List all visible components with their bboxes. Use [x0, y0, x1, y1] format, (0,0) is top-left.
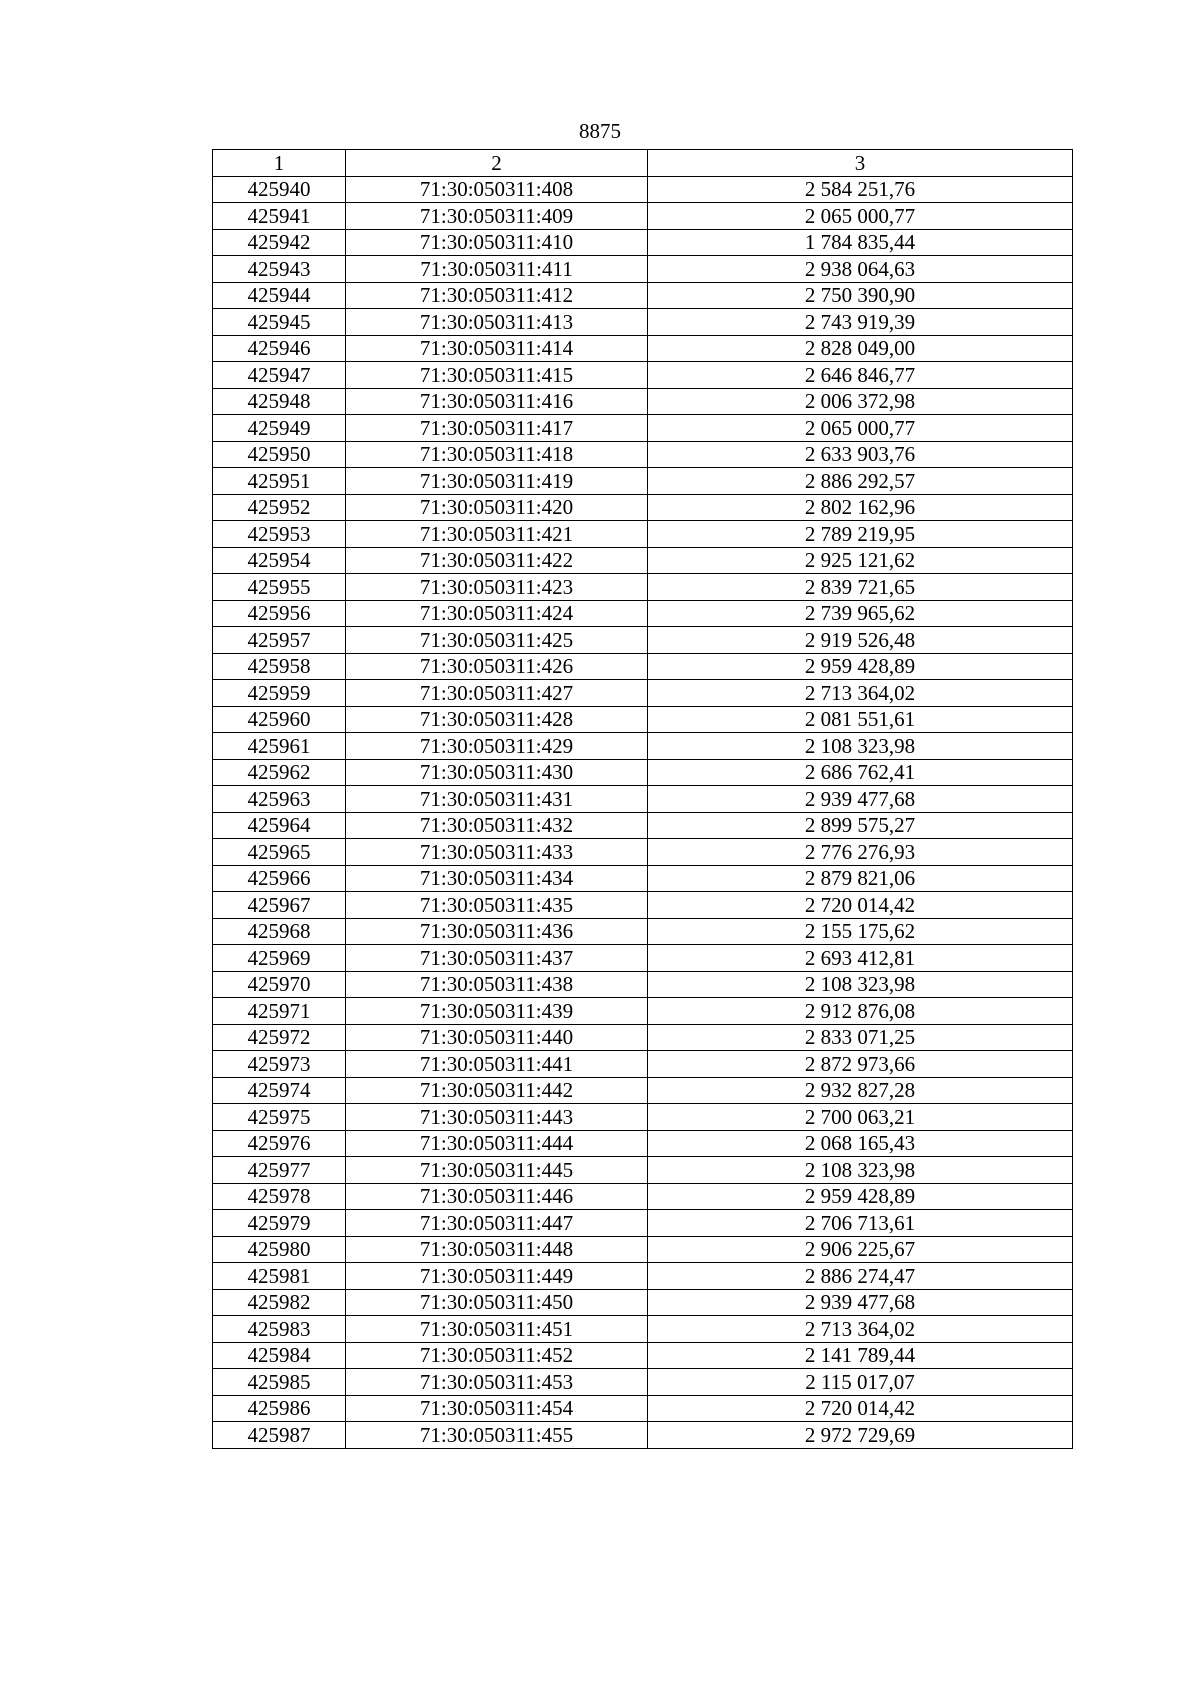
row-number-cell: 425952: [213, 494, 346, 521]
value-cell: 1 784 835,44: [648, 229, 1073, 256]
cadastral-number-cell: 71:30:050311:446: [346, 1183, 648, 1210]
table-row: [213, 1236, 1073, 1263]
row-number-cell: 425983: [213, 1316, 346, 1343]
cadastral-number-cell: 71:30:050311:427: [346, 680, 648, 707]
value-cell: 2 776 276,93: [648, 839, 1073, 866]
table-row: [213, 1289, 1073, 1316]
value-cell: 2 115 017,07: [648, 1369, 1073, 1396]
table-row: [213, 865, 1073, 892]
value-cell: 2 739 965,62: [648, 600, 1073, 627]
row-number-cell: 425961: [213, 733, 346, 760]
table-row: [213, 680, 1073, 707]
row-number-cell: 425953: [213, 521, 346, 548]
row-number-cell: 425967: [213, 892, 346, 919]
value-cell: 2 833 071,25: [648, 1024, 1073, 1051]
table-row: [213, 839, 1073, 866]
value-cell: 2 959 428,89: [648, 653, 1073, 680]
table-row: [213, 1183, 1073, 1210]
value-cell: 2 925 121,62: [648, 547, 1073, 574]
table-row: [213, 388, 1073, 415]
table-row: [213, 1342, 1073, 1369]
table-row: [213, 335, 1073, 362]
value-cell: 2 750 390,90: [648, 282, 1073, 309]
row-number-cell: 425978: [213, 1183, 346, 1210]
value-cell: 2 584 251,76: [648, 176, 1073, 203]
row-number-cell: 425979: [213, 1210, 346, 1237]
data-table: [212, 149, 1073, 1449]
table-row: [213, 786, 1073, 813]
table-row: [213, 521, 1073, 548]
value-cell: 2 141 789,44: [648, 1342, 1073, 1369]
table-row: [213, 362, 1073, 389]
row-number-cell: 425949: [213, 415, 346, 442]
value-cell: 2 720 014,42: [648, 892, 1073, 919]
value-cell: 2 802 162,96: [648, 494, 1073, 521]
column-header-3: 3: [648, 150, 1073, 177]
table-row: [213, 547, 1073, 574]
row-number-cell: 425971: [213, 998, 346, 1025]
value-cell: 2 938 064,63: [648, 256, 1073, 283]
cadastral-number-cell: 71:30:050311:443: [346, 1104, 648, 1131]
column-header-1: 1: [213, 150, 346, 177]
cadastral-number-cell: 71:30:050311:422: [346, 547, 648, 574]
table-row: [213, 441, 1073, 468]
row-number-cell: 425941: [213, 203, 346, 230]
cadastral-number-cell: 71:30:050311:408: [346, 176, 648, 203]
row-number-cell: 425951: [213, 468, 346, 495]
value-cell: 2 713 364,02: [648, 680, 1073, 707]
row-number-cell: 425976: [213, 1130, 346, 1157]
row-number-cell: 425960: [213, 706, 346, 733]
cadastral-number-cell: 71:30:050311:429: [346, 733, 648, 760]
cadastral-number-cell: 71:30:050311:424: [346, 600, 648, 627]
row-number-cell: 425970: [213, 971, 346, 998]
value-cell: 2 068 165,43: [648, 1130, 1073, 1157]
row-number-cell: 425948: [213, 388, 346, 415]
value-cell: 2 108 323,98: [648, 733, 1073, 760]
cadastral-number-cell: 71:30:050311:430: [346, 759, 648, 786]
value-cell: 2 912 876,08: [648, 998, 1073, 1025]
cadastral-number-cell: 71:30:050311:432: [346, 812, 648, 839]
table-row: [213, 176, 1073, 203]
cadastral-number-cell: 71:30:050311:431: [346, 786, 648, 813]
table-row: [213, 1104, 1073, 1131]
value-cell: 2 108 323,98: [648, 971, 1073, 998]
table-row: [213, 494, 1073, 521]
row-number-cell: 425980: [213, 1236, 346, 1263]
table-row: [213, 918, 1073, 945]
value-cell: 2 886 292,57: [648, 468, 1073, 495]
row-number-cell: 425984: [213, 1342, 346, 1369]
table-row: [213, 1157, 1073, 1184]
cadastral-number-cell: 71:30:050311:435: [346, 892, 648, 919]
table-row: [213, 1263, 1073, 1290]
cadastral-number-cell: 71:30:050311:415: [346, 362, 648, 389]
row-number-cell: 425968: [213, 918, 346, 945]
row-number-cell: 425962: [213, 759, 346, 786]
value-cell: 2 939 477,68: [648, 1289, 1073, 1316]
cadastral-number-cell: 71:30:050311:451: [346, 1316, 648, 1343]
table-row: [213, 468, 1073, 495]
value-cell: 2 006 372,98: [648, 388, 1073, 415]
row-number-cell: 425940: [213, 176, 346, 203]
cadastral-number-cell: 71:30:050311:417: [346, 415, 648, 442]
row-number-cell: 425987: [213, 1422, 346, 1449]
table-row: [213, 282, 1073, 309]
table-row: [213, 812, 1073, 839]
value-cell: 2 081 551,61: [648, 706, 1073, 733]
table-row: [213, 971, 1073, 998]
row-number-cell: 425966: [213, 865, 346, 892]
value-cell: 2 839 721,65: [648, 574, 1073, 601]
value-cell: 2 932 827,28: [648, 1077, 1073, 1104]
cadastral-number-cell: 71:30:050311:416: [346, 388, 648, 415]
value-cell: 2 713 364,02: [648, 1316, 1073, 1343]
table-row: [213, 945, 1073, 972]
table-row: [213, 229, 1073, 256]
row-number-cell: 425977: [213, 1157, 346, 1184]
value-cell: 2 879 821,06: [648, 865, 1073, 892]
value-cell: 2 972 729,69: [648, 1422, 1073, 1449]
cadastral-number-cell: 71:30:050311:455: [346, 1422, 648, 1449]
cadastral-number-cell: 71:30:050311:447: [346, 1210, 648, 1237]
cadastral-number-cell: 71:30:050311:439: [346, 998, 648, 1025]
cadastral-number-cell: 71:30:050311:442: [346, 1077, 648, 1104]
cadastral-number-cell: 71:30:050311:428: [346, 706, 648, 733]
row-number-cell: 425944: [213, 282, 346, 309]
row-number-cell: 425946: [213, 335, 346, 362]
table-row: [213, 256, 1073, 283]
row-number-cell: 425958: [213, 653, 346, 680]
cadastral-number-cell: 71:30:050311:411: [346, 256, 648, 283]
table-row: [213, 1210, 1073, 1237]
cadastral-number-cell: 71:30:050311:449: [346, 1263, 648, 1290]
cadastral-number-cell: 71:30:050311:437: [346, 945, 648, 972]
value-cell: 2 065 000,77: [648, 415, 1073, 442]
cadastral-number-cell: 71:30:050311:453: [346, 1369, 648, 1396]
cadastral-number-cell: 71:30:050311:434: [346, 865, 648, 892]
cadastral-number-cell: 71:30:050311:433: [346, 839, 648, 866]
value-cell: 2 939 477,68: [648, 786, 1073, 813]
value-cell: 2 872 973,66: [648, 1051, 1073, 1078]
value-cell: 2 789 219,95: [648, 521, 1073, 548]
value-cell: 2 686 762,41: [648, 759, 1073, 786]
table-row: [213, 1051, 1073, 1078]
row-number-cell: 425945: [213, 309, 346, 336]
table-row: [213, 1130, 1073, 1157]
cadastral-number-cell: 71:30:050311:413: [346, 309, 648, 336]
table-row: [213, 653, 1073, 680]
table-body: [213, 150, 1073, 1449]
row-number-cell: 425942: [213, 229, 346, 256]
value-cell: 2 720 014,42: [648, 1395, 1073, 1422]
table-row: [213, 1395, 1073, 1422]
cadastral-number-cell: 71:30:050311:448: [346, 1236, 648, 1263]
row-number-cell: 425963: [213, 786, 346, 813]
row-number-cell: 425965: [213, 839, 346, 866]
value-cell: 2 743 919,39: [648, 309, 1073, 336]
cadastral-number-cell: 71:30:050311:418: [346, 441, 648, 468]
row-number-cell: 425957: [213, 627, 346, 654]
row-number-cell: 425972: [213, 1024, 346, 1051]
row-number-cell: 425959: [213, 680, 346, 707]
value-cell: 2 633 903,76: [648, 441, 1073, 468]
value-cell: 2 155 175,62: [648, 918, 1073, 945]
row-number-cell: 425973: [213, 1051, 346, 1078]
row-number-cell: 425943: [213, 256, 346, 283]
cadastral-number-cell: 71:30:050311:412: [346, 282, 648, 309]
row-number-cell: 425969: [213, 945, 346, 972]
cadastral-number-cell: 71:30:050311:450: [346, 1289, 648, 1316]
table-row: [213, 574, 1073, 601]
value-cell: 2 828 049,00: [648, 335, 1073, 362]
table-row: [213, 1422, 1073, 1449]
row-number-cell: 425950: [213, 441, 346, 468]
table-row: [213, 1077, 1073, 1104]
cadastral-number-cell: 71:30:050311:423: [346, 574, 648, 601]
value-cell: 2 959 428,89: [648, 1183, 1073, 1210]
table-row: [213, 1369, 1073, 1396]
table-row: [213, 600, 1073, 627]
cadastral-number-cell: 71:30:050311:426: [346, 653, 648, 680]
value-cell: 2 886 274,47: [648, 1263, 1073, 1290]
row-number-cell: 425986: [213, 1395, 346, 1422]
table-row: [213, 203, 1073, 230]
row-number-cell: 425981: [213, 1263, 346, 1290]
value-cell: 2 906 225,67: [648, 1236, 1073, 1263]
table-row: [213, 706, 1073, 733]
cadastral-number-cell: 71:30:050311:440: [346, 1024, 648, 1051]
value-cell: 2 693 412,81: [648, 945, 1073, 972]
page-number: 8875: [579, 119, 621, 143]
row-number-cell: 425975: [213, 1104, 346, 1131]
table-row: [213, 1024, 1073, 1051]
row-number-cell: 425964: [213, 812, 346, 839]
row-number-cell: 425955: [213, 574, 346, 601]
cadastral-number-cell: 71:30:050311:445: [346, 1157, 648, 1184]
cadastral-number-cell: 71:30:050311:414: [346, 335, 648, 362]
value-cell: 2 065 000,77: [648, 203, 1073, 230]
cadastral-number-cell: 71:30:050311:444: [346, 1130, 648, 1157]
row-number-cell: 425947: [213, 362, 346, 389]
cadastral-number-cell: 71:30:050311:436: [346, 918, 648, 945]
value-cell: 2 700 063,21: [648, 1104, 1073, 1131]
row-number-cell: 425982: [213, 1289, 346, 1316]
row-number-cell: 425985: [213, 1369, 346, 1396]
cadastral-number-cell: 71:30:050311:454: [346, 1395, 648, 1422]
cadastral-number-cell: 71:30:050311:441: [346, 1051, 648, 1078]
row-number-cell: 425974: [213, 1077, 346, 1104]
table-header-row: [213, 150, 1073, 177]
cadastral-number-cell: 71:30:050311:409: [346, 203, 648, 230]
table-row: [213, 309, 1073, 336]
cadastral-number-cell: 71:30:050311:419: [346, 468, 648, 495]
value-cell: 2 646 846,77: [648, 362, 1073, 389]
cadastral-number-cell: 71:30:050311:425: [346, 627, 648, 654]
table-row: [213, 627, 1073, 654]
cadastral-number-cell: 71:30:050311:420: [346, 494, 648, 521]
value-cell: 2 919 526,48: [648, 627, 1073, 654]
value-cell: 2 108 323,98: [648, 1157, 1073, 1184]
value-cell: 2 899 575,27: [648, 812, 1073, 839]
column-header-2: 2: [346, 150, 648, 177]
table-row: [213, 759, 1073, 786]
table-row: [213, 998, 1073, 1025]
value-cell: 2 706 713,61: [648, 1210, 1073, 1237]
cadastral-number-cell: 71:30:050311:410: [346, 229, 648, 256]
row-number-cell: 425954: [213, 547, 346, 574]
table-row: [213, 1316, 1073, 1343]
cadastral-number-cell: 71:30:050311:421: [346, 521, 648, 548]
table-row: [213, 733, 1073, 760]
table-row: [213, 892, 1073, 919]
cadastral-number-cell: 71:30:050311:438: [346, 971, 648, 998]
row-number-cell: 425956: [213, 600, 346, 627]
table-row: [213, 415, 1073, 442]
cadastral-number-cell: 71:30:050311:452: [346, 1342, 648, 1369]
